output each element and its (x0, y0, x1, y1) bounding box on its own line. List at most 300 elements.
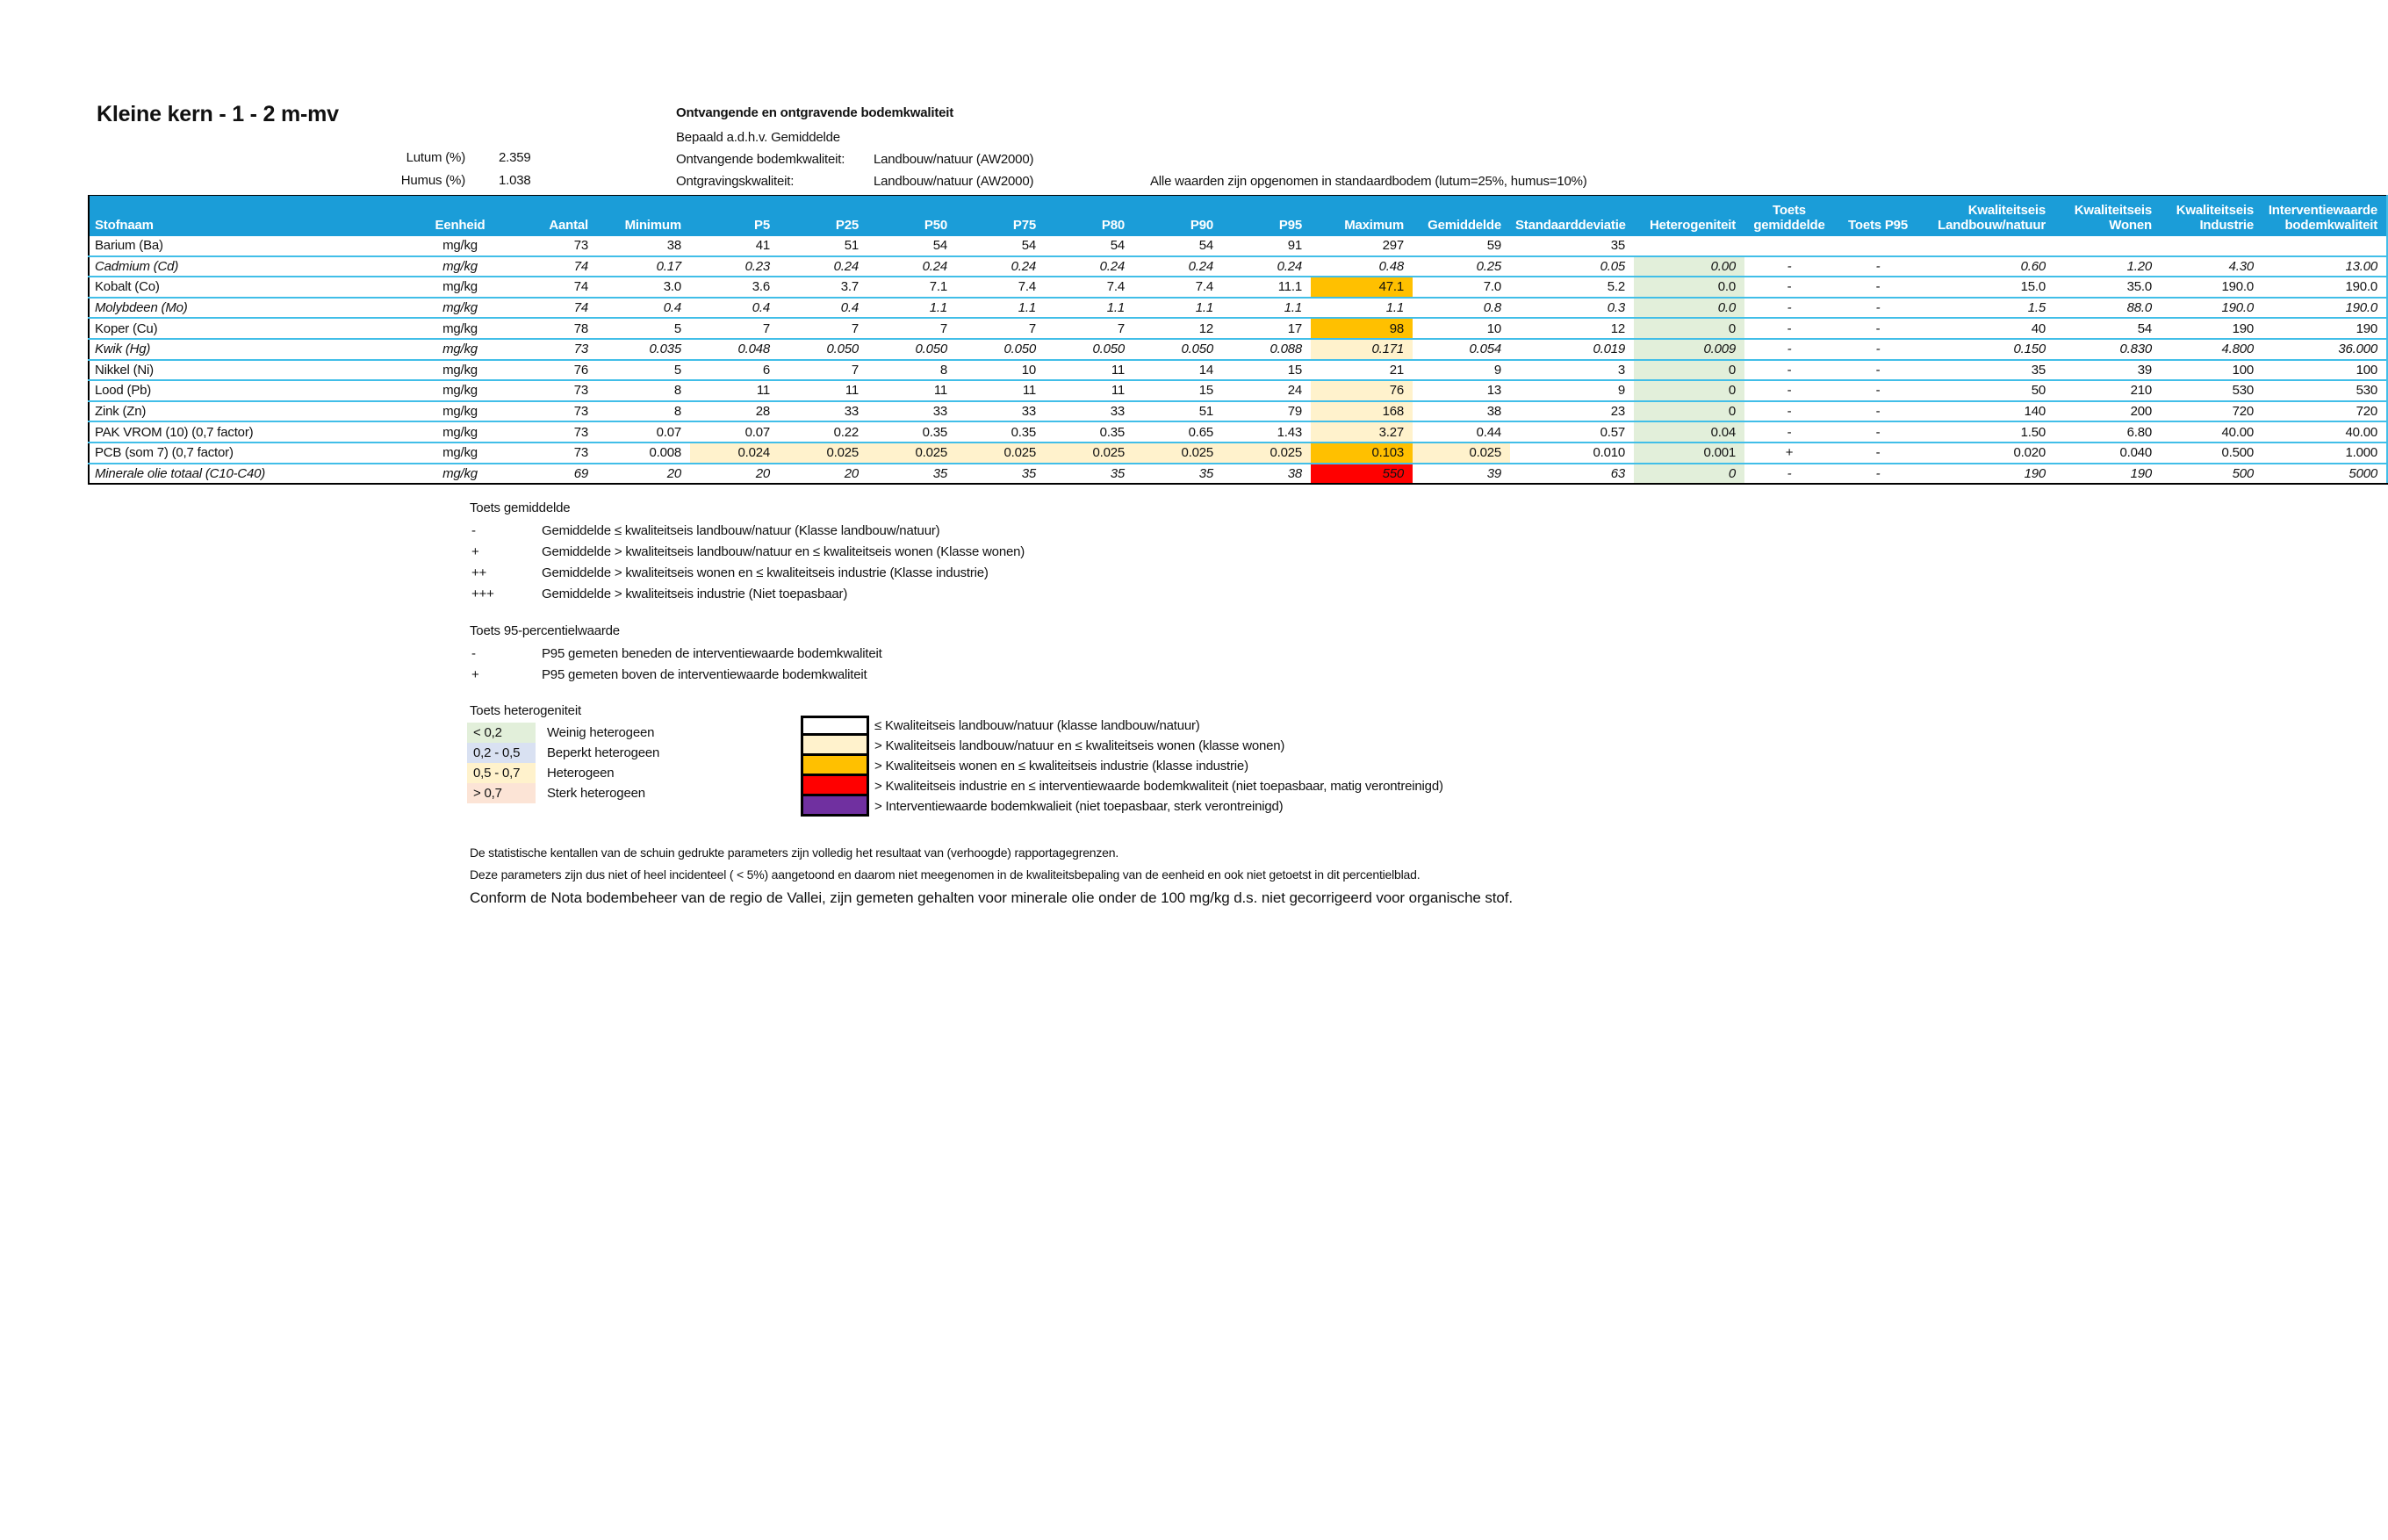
cell-stofnaam: PAK VROM (10) (0,7 factor) (89, 421, 411, 443)
cell-het: 0 (1634, 401, 1744, 422)
cell-kw_wonen: 54 (2054, 318, 2161, 339)
table-row (89, 380, 2387, 401)
cell-kw_land: 190 (2024, 465, 2046, 481)
cell-p80: 0.050 (1045, 339, 1133, 360)
cell-aantal: 74 (513, 256, 597, 277)
col-header-toets_p95 (1838, 196, 1922, 237)
soil-params (360, 146, 711, 191)
legend-symbol: ++ (471, 565, 487, 580)
col-header-top (1515, 203, 1625, 218)
col-header-p50 (867, 196, 956, 237)
cell-toets_gem: + (1744, 443, 1838, 464)
col-header-bottom: P95 (1278, 218, 1302, 233)
cell-p80: 0.35 (1045, 421, 1133, 443)
legend-entry (471, 643, 882, 664)
cell-max: 550 (1311, 464, 1413, 485)
quality-class-label: > Kwaliteitseis landbouw/natuur en ≤ kwaliteitseis wonen (klasse wonen) (874, 738, 1285, 753)
footnote: Conform de Nota bodembeheer van de regio de Vallei, zijn gemeten gehalten voor minerale olie onder de 100 mg/kg d.s. niet gecorrigeerd voor organische stof. (470, 889, 1514, 906)
cell-kw_ind: 0.500 (2161, 443, 2262, 464)
cell-p5: 28 (690, 401, 779, 422)
cell-p95: 91 (1222, 236, 1311, 256)
cell-p95: 1.1 (1222, 298, 1311, 319)
col-header-bottom: P50 (924, 218, 947, 233)
cell-p50: 0.24 (867, 256, 956, 277)
cell-p5: 3.6 (690, 277, 779, 298)
param-value: 1.038 (499, 172, 531, 188)
cell-p5: 41 (690, 236, 779, 256)
cell-std: 3 (1510, 360, 1634, 381)
quality-class-swatch (801, 716, 869, 736)
legend-entry (471, 541, 1025, 562)
table-row (89, 339, 2387, 360)
quality-class-label: ≤ Kwaliteitseis landbouw/natuur (klasse landbouw/natuur) (874, 718, 1200, 733)
cell-gem: 13 (1413, 380, 1510, 401)
cell-p25: 3.7 (779, 277, 867, 298)
range-chip: 0,5 - 0,7 (467, 763, 536, 783)
info-heading: Ontvangende en ontgravende bodemkwaliteit (676, 105, 954, 120)
legend-gemiddelde-title: Toets gemiddelde (470, 500, 571, 515)
cell-minimum: 0.4 (597, 298, 690, 319)
cell-kw_ind: 190.0 (2161, 298, 2262, 319)
col-header-bottom: Wonen (2109, 218, 2152, 233)
cell-kw_ind: 190 (2161, 318, 2262, 339)
cell-toets_p95: - (1838, 339, 1922, 360)
col-header-p90 (1133, 196, 1222, 237)
col-header-top (784, 203, 859, 218)
info-note: Alle waarden zijn opgenomen in standaardbodem (lutum=25%, humus=10%) (1150, 174, 1587, 189)
cell-p50: 0.025 (867, 443, 956, 464)
cell-p25: 51 (779, 236, 867, 256)
table-row (89, 464, 2387, 485)
cell-toets_gem (1744, 236, 1838, 256)
table-row (89, 360, 2387, 381)
cell-aantal: 73 (513, 236, 597, 256)
cell-p25: 11 (779, 380, 867, 401)
cell-stofnaam: Cadmium (Cd) (89, 256, 411, 277)
cell-gem: 39 (1486, 465, 1501, 481)
cell-p75: 0.24 (956, 256, 1045, 277)
cell-p25: 20 (844, 465, 859, 481)
cell-p25: 0.22 (779, 421, 867, 443)
legend-p95 (471, 643, 882, 685)
quality-class-row (801, 776, 1443, 796)
cell-p5: 7 (690, 318, 779, 339)
cell-p25: 0.025 (779, 443, 867, 464)
legend-heterogeniteit-classes (801, 716, 1443, 817)
col-header-std (1510, 196, 1634, 237)
legend-heterogeniteit-ranges (467, 723, 659, 803)
col-header-p75 (956, 196, 1045, 237)
cell-p95: 15 (1222, 360, 1311, 381)
cell-kw_wonen: 190 (2130, 465, 2152, 481)
cell-aantal: 74 (513, 298, 597, 319)
col-header-bottom: Minimum (624, 218, 681, 233)
cell-p95: 24 (1222, 380, 1311, 401)
col-header-bottom: bodemkwaliteit (2284, 218, 2377, 233)
range-label: Beperkt heterogeen (547, 745, 660, 760)
cell-minimum: 8 (597, 380, 690, 401)
cell-p95: 0.24 (1222, 256, 1311, 277)
legend-text: P95 gemeten boven de interventiewaarde bodemkwaliteit (542, 666, 867, 682)
footnotes (470, 846, 1513, 911)
col-header-bottom: Aantal (549, 218, 588, 233)
col-header-top (602, 203, 681, 218)
col-header-top: Kwaliteitseis (1967, 203, 2046, 218)
col-header-stofnaam (89, 196, 411, 237)
cell-interv: 190.0 (2262, 298, 2387, 319)
cell-stofnaam: Minerale olie totaal (C10-C40) (95, 465, 266, 481)
page-title: Kleine kern - 1 - 2 m-mv (97, 102, 339, 126)
col-header-p25 (779, 196, 867, 237)
cell-p50: 7 (867, 318, 956, 339)
cell-toets_p95: - (1838, 298, 1922, 319)
col-header-eenheid (411, 196, 513, 237)
cell-minimum: 5 (597, 360, 690, 381)
range-chip: < 0,2 (467, 723, 536, 743)
quality-class-swatch (801, 756, 869, 776)
cell-kw_land: 0.150 (1922, 339, 2054, 360)
footnote: De statistische kentallen van de schuin gedrukte parameters zijn volledig het resultaat van (verhoogde) rapportagegrenzen. (470, 846, 1119, 860)
cell-eenheid: mg/kg (411, 277, 513, 298)
cell-kw_land: 1.5 (1922, 298, 2054, 319)
cell-interv: 190 (2262, 318, 2387, 339)
cell-p50: 0.050 (867, 339, 956, 360)
cell-kw_ind: 190.0 (2161, 277, 2262, 298)
cell-stofnaam: Molybdeen (Mo) (89, 298, 411, 319)
col-header-top (1139, 203, 1213, 218)
quality-class-row (801, 756, 1443, 776)
table-row (89, 443, 2387, 464)
cell-toets_gem: - (1744, 256, 1838, 277)
cell-toets_gem: - (1787, 465, 1792, 481)
cell-eenheid: mg/kg (411, 360, 513, 381)
param-value: 2.359 (499, 149, 531, 165)
col-header-top (518, 203, 588, 218)
cell-toets_p95: - (1875, 465, 1881, 481)
cell-stofnaam: Zink (Zn) (89, 401, 411, 422)
cell-toets_gem: - (1744, 277, 1838, 298)
cell-max: 0.103 (1311, 443, 1413, 464)
cell-toets_gem: - (1744, 360, 1838, 381)
info-row (676, 152, 1587, 174)
cell-aantal: 73 (513, 339, 597, 360)
cell-kw_wonen: 0.040 (2054, 443, 2161, 464)
col-header-top (1843, 203, 1913, 218)
cell-p90: 7.4 (1133, 277, 1222, 298)
cell-het: 0.009 (1634, 339, 1744, 360)
table-row (89, 298, 2387, 319)
cell-max: 0.171 (1311, 339, 1413, 360)
cell-p25: 0.24 (779, 256, 867, 277)
cell-aantal: 76 (513, 360, 597, 381)
col-header-bottom: Standaarddeviatie (1515, 218, 1626, 233)
cell-p80: 35 (1110, 465, 1125, 481)
cell-p5: 0.024 (690, 443, 779, 464)
cell-kw_ind: 4.800 (2161, 339, 2262, 360)
cell-p25: 7 (779, 318, 867, 339)
col-header-kw_ind (2161, 196, 2262, 237)
cell-p50: 33 (867, 401, 956, 422)
cell-p50: 0.35 (867, 421, 956, 443)
cell-max: 0.48 (1311, 256, 1413, 277)
cell-aantal: 78 (513, 318, 597, 339)
cell-p5: 0.048 (690, 339, 779, 360)
cell-interv: 720 (2262, 401, 2387, 422)
cell-stofnaam: Koper (Cu) (89, 318, 411, 339)
cell-kw_ind: 530 (2161, 380, 2262, 401)
col-header-bottom: Maximum (1344, 218, 1404, 233)
cell-toets_p95: - (1838, 277, 1922, 298)
cell-stofnaam: Kwik (Hg) (89, 339, 411, 360)
legend-entry (471, 562, 1025, 583)
cell-toets_p95: - (1838, 256, 1922, 277)
cell-gem: 0.44 (1413, 421, 1510, 443)
cell-aantal: 73 (513, 401, 597, 422)
cell-kw_wonen: 200 (2054, 401, 2161, 422)
quality-class-swatch (801, 736, 869, 756)
cell-max: 76 (1311, 380, 1413, 401)
cell-aantal: 74 (513, 277, 597, 298)
cell-kw_ind: 720 (2161, 401, 2262, 422)
cell-minimum: 8 (597, 401, 690, 422)
cell-minimum: 3.0 (597, 277, 690, 298)
cell-minimum: 0.17 (597, 256, 690, 277)
col-header-kw_land (1922, 196, 2054, 237)
cell-toets_p95: - (1838, 318, 1922, 339)
cell-stofnaam: Kobalt (Co) (89, 277, 411, 298)
range-chip: 0,2 - 0,5 (467, 743, 536, 763)
cell-gem: 59 (1413, 236, 1510, 256)
col-header-top: Toets (1773, 203, 1806, 218)
cell-toets_p95: - (1838, 443, 1922, 464)
cell-minimum: 0.07 (597, 421, 690, 443)
cell-kw_wonen (2054, 236, 2161, 256)
cell-eenheid: mg/kg (411, 380, 513, 401)
cell-std: 0.019 (1510, 339, 1634, 360)
cell-kw_land (1922, 236, 2054, 256)
cell-p75: 54 (956, 236, 1045, 256)
cell-p5: 0.23 (690, 256, 779, 277)
cell-kw_ind: 4.30 (2161, 256, 2262, 277)
cell-toets_gem: - (1744, 421, 1838, 443)
cell-p80: 0.24 (1045, 256, 1133, 277)
cell-gem: 0.025 (1413, 443, 1510, 464)
cell-std: 5.2 (1510, 277, 1634, 298)
cell-std: 23 (1510, 401, 1634, 422)
param-row (360, 169, 711, 191)
cell-het (1634, 236, 1744, 256)
cell-eenheid: mg/kg (411, 443, 513, 464)
col-header-top (695, 203, 770, 218)
col-header-gem (1413, 196, 1510, 237)
cell-kw_ind: 500 (2232, 465, 2254, 481)
cell-interv: 36.000 (2262, 339, 2387, 360)
quality-class-label: > Kwaliteitseis wonen en ≤ kwaliteitseis industrie (klasse industrie) (874, 759, 1248, 774)
col-header-top (1227, 203, 1302, 218)
table-row (89, 277, 2387, 298)
cell-p90: 0.025 (1133, 443, 1222, 464)
cell-max: 3.27 (1311, 421, 1413, 443)
legend-entry (471, 664, 882, 685)
cell-kw_wonen: 1.20 (2054, 256, 2161, 277)
col-header-top: Kwaliteitseis (2176, 203, 2254, 218)
cell-std: 0.57 (1510, 421, 1634, 443)
cell-het: 0.0 (1634, 298, 1744, 319)
cell-kw_wonen: 210 (2054, 380, 2161, 401)
cell-minimum: 20 (666, 465, 681, 481)
statistics-table (88, 195, 2388, 485)
quality-class-swatch (801, 776, 869, 796)
cell-std: 35 (1510, 236, 1634, 256)
cell-std: 12 (1510, 318, 1634, 339)
col-header-minimum (597, 196, 690, 237)
cell-toets_gem: - (1744, 298, 1838, 319)
col-header-bottom: P90 (1190, 218, 1213, 233)
table-body (89, 236, 2387, 484)
cell-p95: 0.025 (1222, 443, 1311, 464)
cell-p80: 1.1 (1045, 298, 1133, 319)
cell-p80: 7.4 (1045, 277, 1133, 298)
cell-p50: 11 (867, 380, 956, 401)
cell-kw_land: 1.50 (1922, 421, 2054, 443)
col-header-bottom: P5 (754, 218, 770, 233)
cell-std: 0.010 (1510, 443, 1634, 464)
cell-p80: 54 (1045, 236, 1133, 256)
heterogeniteit-range-row (467, 743, 659, 763)
cell-p75: 10 (956, 360, 1045, 381)
table-row (89, 318, 2387, 339)
cell-gem: 0.8 (1413, 298, 1510, 319)
cell-het: 0.00 (1634, 256, 1744, 277)
info-label: Ontgravingskwaliteit: (676, 174, 795, 189)
range-chip: > 0,7 (467, 783, 536, 803)
range-label: Weinig heterogeen (547, 725, 655, 740)
quality-class-row (801, 796, 1443, 817)
cell-kw_wonen: 6.80 (2054, 421, 2161, 443)
cell-p90: 54 (1133, 236, 1222, 256)
info-method: Bepaald a.d.h.v. Gemiddelde (676, 130, 840, 145)
cell-p5: 0.07 (690, 421, 779, 443)
cell-het: 0 (1634, 360, 1744, 381)
legend-symbol: - (471, 645, 476, 661)
cell-stofnaam: PCB (som 7) (0,7 factor) (89, 443, 411, 464)
cell-p75: 7 (956, 318, 1045, 339)
cell-p25: 33 (779, 401, 867, 422)
cell-minimum: 5 (597, 318, 690, 339)
cell-std: 0.05 (1510, 256, 1634, 277)
cell-het: 0 (1634, 464, 1744, 485)
legend-symbol: + (471, 666, 479, 682)
col-header-top (961, 203, 1036, 218)
range-label: Heterogeen (547, 766, 615, 781)
cell-gem: 0.25 (1413, 256, 1510, 277)
col-header-bottom: Heterogeniteit (1649, 218, 1736, 233)
col-header-top (873, 203, 947, 218)
col-header-bottom: Toets P95 (1848, 218, 1908, 233)
cell-p5: 6 (690, 360, 779, 381)
cell-p75: 7.4 (956, 277, 1045, 298)
col-header-top (95, 203, 402, 218)
legend-gemiddelde (471, 520, 1025, 604)
cell-gem: 0.054 (1413, 339, 1510, 360)
col-header-bottom: P75 (1012, 218, 1036, 233)
cell-p80: 7 (1045, 318, 1133, 339)
col-header-aantal (513, 196, 597, 237)
cell-p50: 35 (932, 465, 947, 481)
cell-p95: 79 (1222, 401, 1311, 422)
cell-kw_wonen: 0.830 (2054, 339, 2161, 360)
cell-p25: 0.4 (779, 298, 867, 319)
cell-p95: 38 (1287, 465, 1302, 481)
cell-interv: 100 (2262, 360, 2387, 381)
cell-p50: 7.1 (867, 277, 956, 298)
legend-symbol: - (471, 522, 476, 538)
col-header-top (416, 203, 504, 218)
cell-max: 168 (1311, 401, 1413, 422)
cell-aantal: 73 (513, 443, 597, 464)
param-label: Humus (%) (400, 172, 465, 188)
cell-p90: 1.1 (1133, 298, 1222, 319)
legend-entry (471, 520, 1025, 541)
cell-p80: 33 (1045, 401, 1133, 422)
cell-p5: 20 (755, 465, 770, 481)
cell-p95: 0.088 (1222, 339, 1311, 360)
col-header-p80 (1045, 196, 1133, 237)
cell-interv (2262, 236, 2387, 256)
table-row (89, 401, 2387, 422)
cell-interv: 1.000 (2262, 443, 2387, 464)
col-header-bottom: Landbouw/natuur (1938, 218, 2046, 233)
table-row (89, 421, 2387, 443)
cell-eenheid: mg/kg (411, 339, 513, 360)
cell-max: 47.1 (1311, 277, 1413, 298)
legend-entry (471, 583, 1025, 604)
legend-text: P95 gemeten beneden de interventiewaarde bodemkwaliteit (542, 645, 882, 661)
legend-text: Gemiddelde > kwaliteitseis industrie (Niet toepasbaar) (542, 586, 848, 601)
cell-p50: 54 (867, 236, 956, 256)
cell-minimum: 0.008 (597, 443, 690, 464)
cell-p50: 8 (867, 360, 956, 381)
col-header-het (1634, 196, 1744, 237)
col-header-top (1639, 203, 1736, 218)
col-header-p5 (690, 196, 779, 237)
cell-interv: 5000 (2348, 465, 2377, 481)
cell-p75: 0.35 (956, 421, 1045, 443)
table-row (89, 256, 2387, 277)
cell-std: 63 (1610, 465, 1625, 481)
col-header-p95 (1222, 196, 1311, 237)
cell-kw_ind: 40.00 (2161, 421, 2262, 443)
cell-kw_wonen: 88.0 (2054, 298, 2161, 319)
cell-p95: 1.43 (1222, 421, 1311, 443)
cell-interv: 190.0 (2262, 277, 2387, 298)
col-header-top: Interventiewaarde (2268, 203, 2377, 218)
cell-p75: 11 (956, 380, 1045, 401)
range-label: Sterk heterogeen (547, 786, 645, 801)
legend-text: Gemiddelde ≤ kwaliteitseis landbouw/natuur (Klasse landbouw/natuur) (542, 522, 940, 538)
col-header-bottom: Eenheid (435, 218, 486, 233)
cell-p90: 14 (1133, 360, 1222, 381)
cell-aantal: 73 (513, 380, 597, 401)
param-row (360, 146, 711, 169)
cell-minimum: 38 (597, 236, 690, 256)
cell-eenheid: mg/kg (411, 298, 513, 319)
cell-std: 9 (1510, 380, 1634, 401)
cell-p80: 0.025 (1045, 443, 1133, 464)
cell-toets_gem: - (1744, 380, 1838, 401)
col-header-bottom: Gemiddelde (1428, 218, 1501, 233)
cell-interv: 40.00 (2262, 421, 2387, 443)
